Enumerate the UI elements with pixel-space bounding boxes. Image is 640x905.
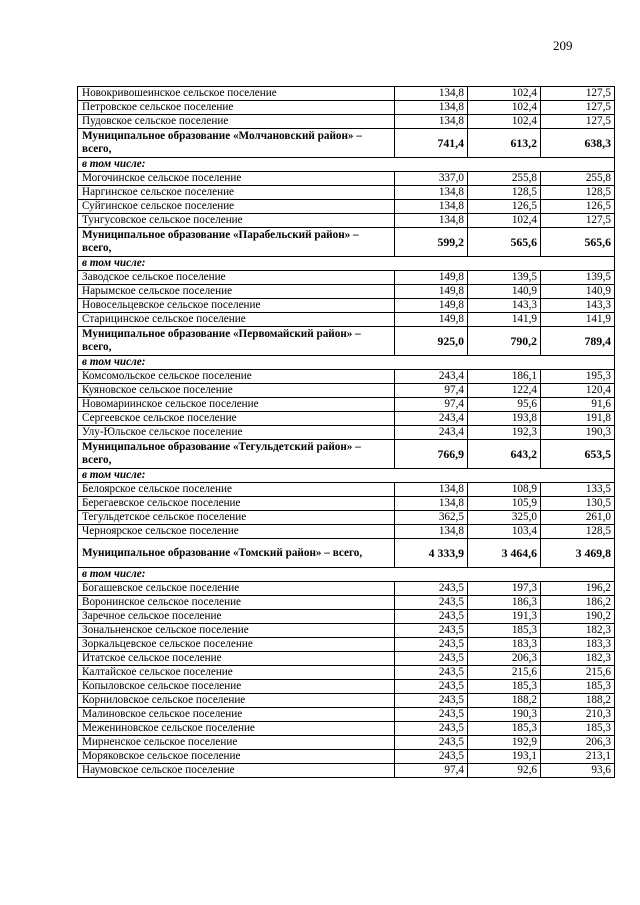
- table-row: [78, 525, 615, 539]
- table-row: [78, 200, 615, 214]
- cell-name: Зоркальцевское сельское поселение: [78, 638, 395, 652]
- cell-value-1: 134,8: [395, 115, 468, 129]
- table-row: [78, 694, 615, 708]
- cell-value-3: 185,3: [541, 722, 615, 736]
- cell-value-3: 120,4: [541, 384, 615, 398]
- table-row: [78, 722, 615, 736]
- cell-value-3: 143,3: [541, 299, 615, 313]
- cell-value-1: 243,5: [395, 722, 468, 736]
- cell-value-3: 3 469,8: [541, 539, 615, 568]
- cell-value-1: 149,8: [395, 285, 468, 299]
- cell-name: Калтайское сельское поселение: [78, 666, 395, 680]
- cell-value-3: 190,2: [541, 610, 615, 624]
- cell-value-3: 128,5: [541, 525, 615, 539]
- cell-value-1: 134,8: [395, 525, 468, 539]
- table-row: [78, 313, 615, 327]
- cell-name: Копыловское сельское поселение: [78, 680, 395, 694]
- cell-value-1: 243,5: [395, 652, 468, 666]
- cell-value-2: 102,4: [468, 214, 541, 228]
- cell-value-2: 190,3: [468, 708, 541, 722]
- table-row: [78, 582, 615, 596]
- cell-value-1: 599,2: [395, 228, 468, 257]
- cell-value-3: 183,3: [541, 638, 615, 652]
- cell-value-2: 197,3: [468, 582, 541, 596]
- cell-name: Сергеевское сельское поселение: [78, 412, 395, 426]
- cell-name: в том числе:: [78, 158, 615, 172]
- cell-value-3: 126,5: [541, 200, 615, 214]
- cell-value-3: 127,5: [541, 115, 615, 129]
- cell-name: Старицинское сельское поселение: [78, 313, 395, 327]
- cell-value-1: 97,4: [395, 384, 468, 398]
- cell-value-3: 210,3: [541, 708, 615, 722]
- budget-table: [77, 86, 615, 778]
- cell-value-3: 182,3: [541, 652, 615, 666]
- cell-name: Корниловское сельское поселение: [78, 694, 395, 708]
- cell-value-3: 213,1: [541, 750, 615, 764]
- cell-value-2: 191,3: [468, 610, 541, 624]
- cell-name: Новомариинское сельское поселение: [78, 398, 395, 412]
- cell-value-2: 102,4: [468, 87, 541, 101]
- cell-value-2: 183,3: [468, 638, 541, 652]
- cell-value-2: 3 464,6: [468, 539, 541, 568]
- cell-name: Могочинское сельское поселение: [78, 172, 395, 186]
- cell-name: Черноярское сельское поселение: [78, 525, 395, 539]
- cell-value-2: 192,9: [468, 736, 541, 750]
- cell-value-2: 140,9: [468, 285, 541, 299]
- cell-value-1: 741,4: [395, 129, 468, 158]
- cell-value-2: 102,4: [468, 101, 541, 115]
- cell-value-3: 196,2: [541, 582, 615, 596]
- cell-value-1: 243,4: [395, 426, 468, 440]
- cell-value-2: 643,2: [468, 440, 541, 469]
- cell-value-1: 134,8: [395, 101, 468, 115]
- cell-value-2: 143,3: [468, 299, 541, 313]
- cell-value-3: 190,3: [541, 426, 615, 440]
- table-row: [78, 87, 615, 101]
- table-row: [78, 610, 615, 624]
- cell-value-2: 185,3: [468, 722, 541, 736]
- cell-value-1: 97,4: [395, 398, 468, 412]
- cell-value-2: 193,1: [468, 750, 541, 764]
- cell-value-1: 243,5: [395, 638, 468, 652]
- cell-name: Новосельцевское сельское поселение: [78, 299, 395, 313]
- cell-value-1: 243,5: [395, 610, 468, 624]
- table-row: [78, 511, 615, 525]
- table-row: [78, 271, 615, 285]
- page-number: 209: [553, 38, 573, 53]
- table-row: [78, 708, 615, 722]
- table-row: [78, 172, 615, 186]
- cell-value-2: 108,9: [468, 483, 541, 497]
- cell-name: в том числе:: [78, 568, 615, 582]
- cell-value-3: 653,5: [541, 440, 615, 469]
- cell-value-1: 149,8: [395, 299, 468, 313]
- cell-name: Заречное сельское поселение: [78, 610, 395, 624]
- table-row: [78, 652, 615, 666]
- cell-value-2: 128,5: [468, 186, 541, 200]
- table-row-subheading: [78, 568, 615, 582]
- cell-value-3: 93,6: [541, 764, 615, 778]
- cell-value-2: 193,8: [468, 412, 541, 426]
- cell-value-3: 261,0: [541, 511, 615, 525]
- cell-name: Заводское сельское поселение: [78, 271, 395, 285]
- cell-value-3: 127,5: [541, 87, 615, 101]
- cell-value-2: 141,9: [468, 313, 541, 327]
- cell-name: Новокривошеинское сельское поселение: [78, 87, 395, 101]
- cell-value-1: 243,5: [395, 694, 468, 708]
- cell-value-3: 141,9: [541, 313, 615, 327]
- cell-value-2: 102,4: [468, 115, 541, 129]
- cell-value-1: 134,8: [395, 214, 468, 228]
- cell-name: Межениновское сельское поселение: [78, 722, 395, 736]
- cell-value-2: 92,6: [468, 764, 541, 778]
- table-row-total: [78, 129, 615, 158]
- table-row: [78, 736, 615, 750]
- table-row: [78, 101, 615, 115]
- table-body: [78, 87, 615, 778]
- cell-name: Улу-Юльское сельское поселение: [78, 426, 395, 440]
- cell-value-3: 182,3: [541, 624, 615, 638]
- cell-name: Муниципальное образование «Молчановский район» – всего,: [78, 129, 395, 158]
- cell-value-2: 186,3: [468, 596, 541, 610]
- cell-name: Комсомольское сельское поселение: [78, 370, 395, 384]
- cell-value-1: 134,8: [395, 87, 468, 101]
- cell-value-3: 638,3: [541, 129, 615, 158]
- cell-name: Малиновское сельское поселение: [78, 708, 395, 722]
- table-row: [78, 115, 615, 129]
- cell-name: Моряковское сельское поселение: [78, 750, 395, 764]
- cell-value-2: 255,8: [468, 172, 541, 186]
- table-row: [78, 398, 615, 412]
- cell-name: Наумовское сельское поселение: [78, 764, 395, 778]
- table-row-subheading: [78, 469, 615, 483]
- table-row: [78, 497, 615, 511]
- cell-value-2: 613,2: [468, 129, 541, 158]
- cell-value-3: 186,2: [541, 596, 615, 610]
- cell-value-1: 243,4: [395, 370, 468, 384]
- cell-value-3: 140,9: [541, 285, 615, 299]
- table-row: [78, 412, 615, 426]
- table-row: [78, 666, 615, 680]
- cell-value-2: 139,5: [468, 271, 541, 285]
- cell-value-3: 127,5: [541, 214, 615, 228]
- table-row-total: [78, 228, 615, 257]
- cell-value-2: 790,2: [468, 327, 541, 356]
- cell-value-3: 565,6: [541, 228, 615, 257]
- table-row: [78, 370, 615, 384]
- table-row-total: [78, 327, 615, 356]
- cell-value-3: 255,8: [541, 172, 615, 186]
- cell-name: Итатское сельское поселение: [78, 652, 395, 666]
- cell-value-1: 243,5: [395, 680, 468, 694]
- cell-value-2: 185,3: [468, 680, 541, 694]
- cell-value-3: 133,5: [541, 483, 615, 497]
- cell-value-1: 243,5: [395, 582, 468, 596]
- cell-value-1: 97,4: [395, 764, 468, 778]
- cell-value-3: 191,8: [541, 412, 615, 426]
- cell-value-1: 766,9: [395, 440, 468, 469]
- table-row: [78, 299, 615, 313]
- cell-value-2: 105,9: [468, 497, 541, 511]
- cell-value-2: 188,2: [468, 694, 541, 708]
- cell-value-1: 243,5: [395, 736, 468, 750]
- table-row: [78, 638, 615, 652]
- cell-value-3: 139,5: [541, 271, 615, 285]
- cell-value-1: 925,0: [395, 327, 468, 356]
- cell-name: Воронинское сельское поселение: [78, 596, 395, 610]
- cell-value-1: 337,0: [395, 172, 468, 186]
- cell-name: Муниципальное образование «Первомайский район» – всего,: [78, 327, 395, 356]
- cell-value-2: 185,3: [468, 624, 541, 638]
- table-row: [78, 285, 615, 299]
- table-row-subheading: [78, 257, 615, 271]
- cell-value-1: 134,8: [395, 497, 468, 511]
- cell-value-1: 149,8: [395, 271, 468, 285]
- cell-value-3: 206,3: [541, 736, 615, 750]
- cell-value-3: 127,5: [541, 101, 615, 115]
- cell-value-2: 126,5: [468, 200, 541, 214]
- cell-name: Пудовское сельское поселение: [78, 115, 395, 129]
- table-row-total: [78, 440, 615, 469]
- table-row: [78, 750, 615, 764]
- cell-name: Тунгусовское сельское поселение: [78, 214, 395, 228]
- cell-value-1: 243,5: [395, 708, 468, 722]
- cell-value-3: 789,4: [541, 327, 615, 356]
- cell-value-1: 243,5: [395, 596, 468, 610]
- cell-value-1: 134,8: [395, 200, 468, 214]
- table-row: [78, 426, 615, 440]
- cell-value-2: 122,4: [468, 384, 541, 398]
- cell-value-1: 243,5: [395, 666, 468, 680]
- cell-value-1: 134,8: [395, 186, 468, 200]
- table-row-total: [78, 539, 615, 568]
- cell-name: Нарымское сельское поселение: [78, 285, 395, 299]
- cell-name: в том числе:: [78, 257, 615, 271]
- cell-name: Суйгинское сельское поселение: [78, 200, 395, 214]
- cell-name: Богашевское сельское поселение: [78, 582, 395, 596]
- cell-name: Мирненское сельское поселение: [78, 736, 395, 750]
- cell-value-1: 4 333,9: [395, 539, 468, 568]
- cell-value-1: 243,4: [395, 412, 468, 426]
- cell-name: Петровское сельское поселение: [78, 101, 395, 115]
- cell-value-2: 215,6: [468, 666, 541, 680]
- cell-value-2: 192,3: [468, 426, 541, 440]
- table-row: [78, 483, 615, 497]
- table-row: [78, 624, 615, 638]
- cell-value-2: 565,6: [468, 228, 541, 257]
- table-row: [78, 214, 615, 228]
- cell-value-3: 195,3: [541, 370, 615, 384]
- cell-value-3: 215,6: [541, 666, 615, 680]
- table-row: [78, 384, 615, 398]
- cell-name: Берегаевское сельское поселение: [78, 497, 395, 511]
- table-row: [78, 680, 615, 694]
- cell-value-3: 188,2: [541, 694, 615, 708]
- cell-name: Муниципальное образование «Томский район» – всего,: [78, 539, 395, 568]
- cell-value-1: 362,5: [395, 511, 468, 525]
- cell-value-3: 91,6: [541, 398, 615, 412]
- cell-name: Наргинское сельское поселение: [78, 186, 395, 200]
- cell-value-1: 149,8: [395, 313, 468, 327]
- table-row: [78, 186, 615, 200]
- cell-name: в том числе:: [78, 356, 615, 370]
- cell-value-3: 128,5: [541, 186, 615, 200]
- cell-name: Зональненское сельское поселение: [78, 624, 395, 638]
- cell-name: Тегульдетское сельское поселение: [78, 511, 395, 525]
- cell-value-2: 95,6: [468, 398, 541, 412]
- cell-value-1: 243,5: [395, 750, 468, 764]
- table-row-subheading: [78, 356, 615, 370]
- table-row-subheading: [78, 158, 615, 172]
- table-row: [78, 764, 615, 778]
- cell-name: Муниципальное образование «Парабельский район» – всего,: [78, 228, 395, 257]
- cell-value-1: 243,5: [395, 624, 468, 638]
- cell-value-2: 186,1: [468, 370, 541, 384]
- cell-name: в том числе:: [78, 469, 615, 483]
- cell-name: Белоярское сельское поселение: [78, 483, 395, 497]
- cell-value-2: 103,4: [468, 525, 541, 539]
- cell-value-2: 325,0: [468, 511, 541, 525]
- cell-value-1: 134,8: [395, 483, 468, 497]
- cell-value-3: 130,5: [541, 497, 615, 511]
- table-row: [78, 596, 615, 610]
- cell-name: Куяновское сельское поселение: [78, 384, 395, 398]
- cell-value-2: 206,3: [468, 652, 541, 666]
- cell-name: Муниципальное образование «Тегульдетский район» – всего,: [78, 440, 395, 469]
- cell-value-3: 185,3: [541, 680, 615, 694]
